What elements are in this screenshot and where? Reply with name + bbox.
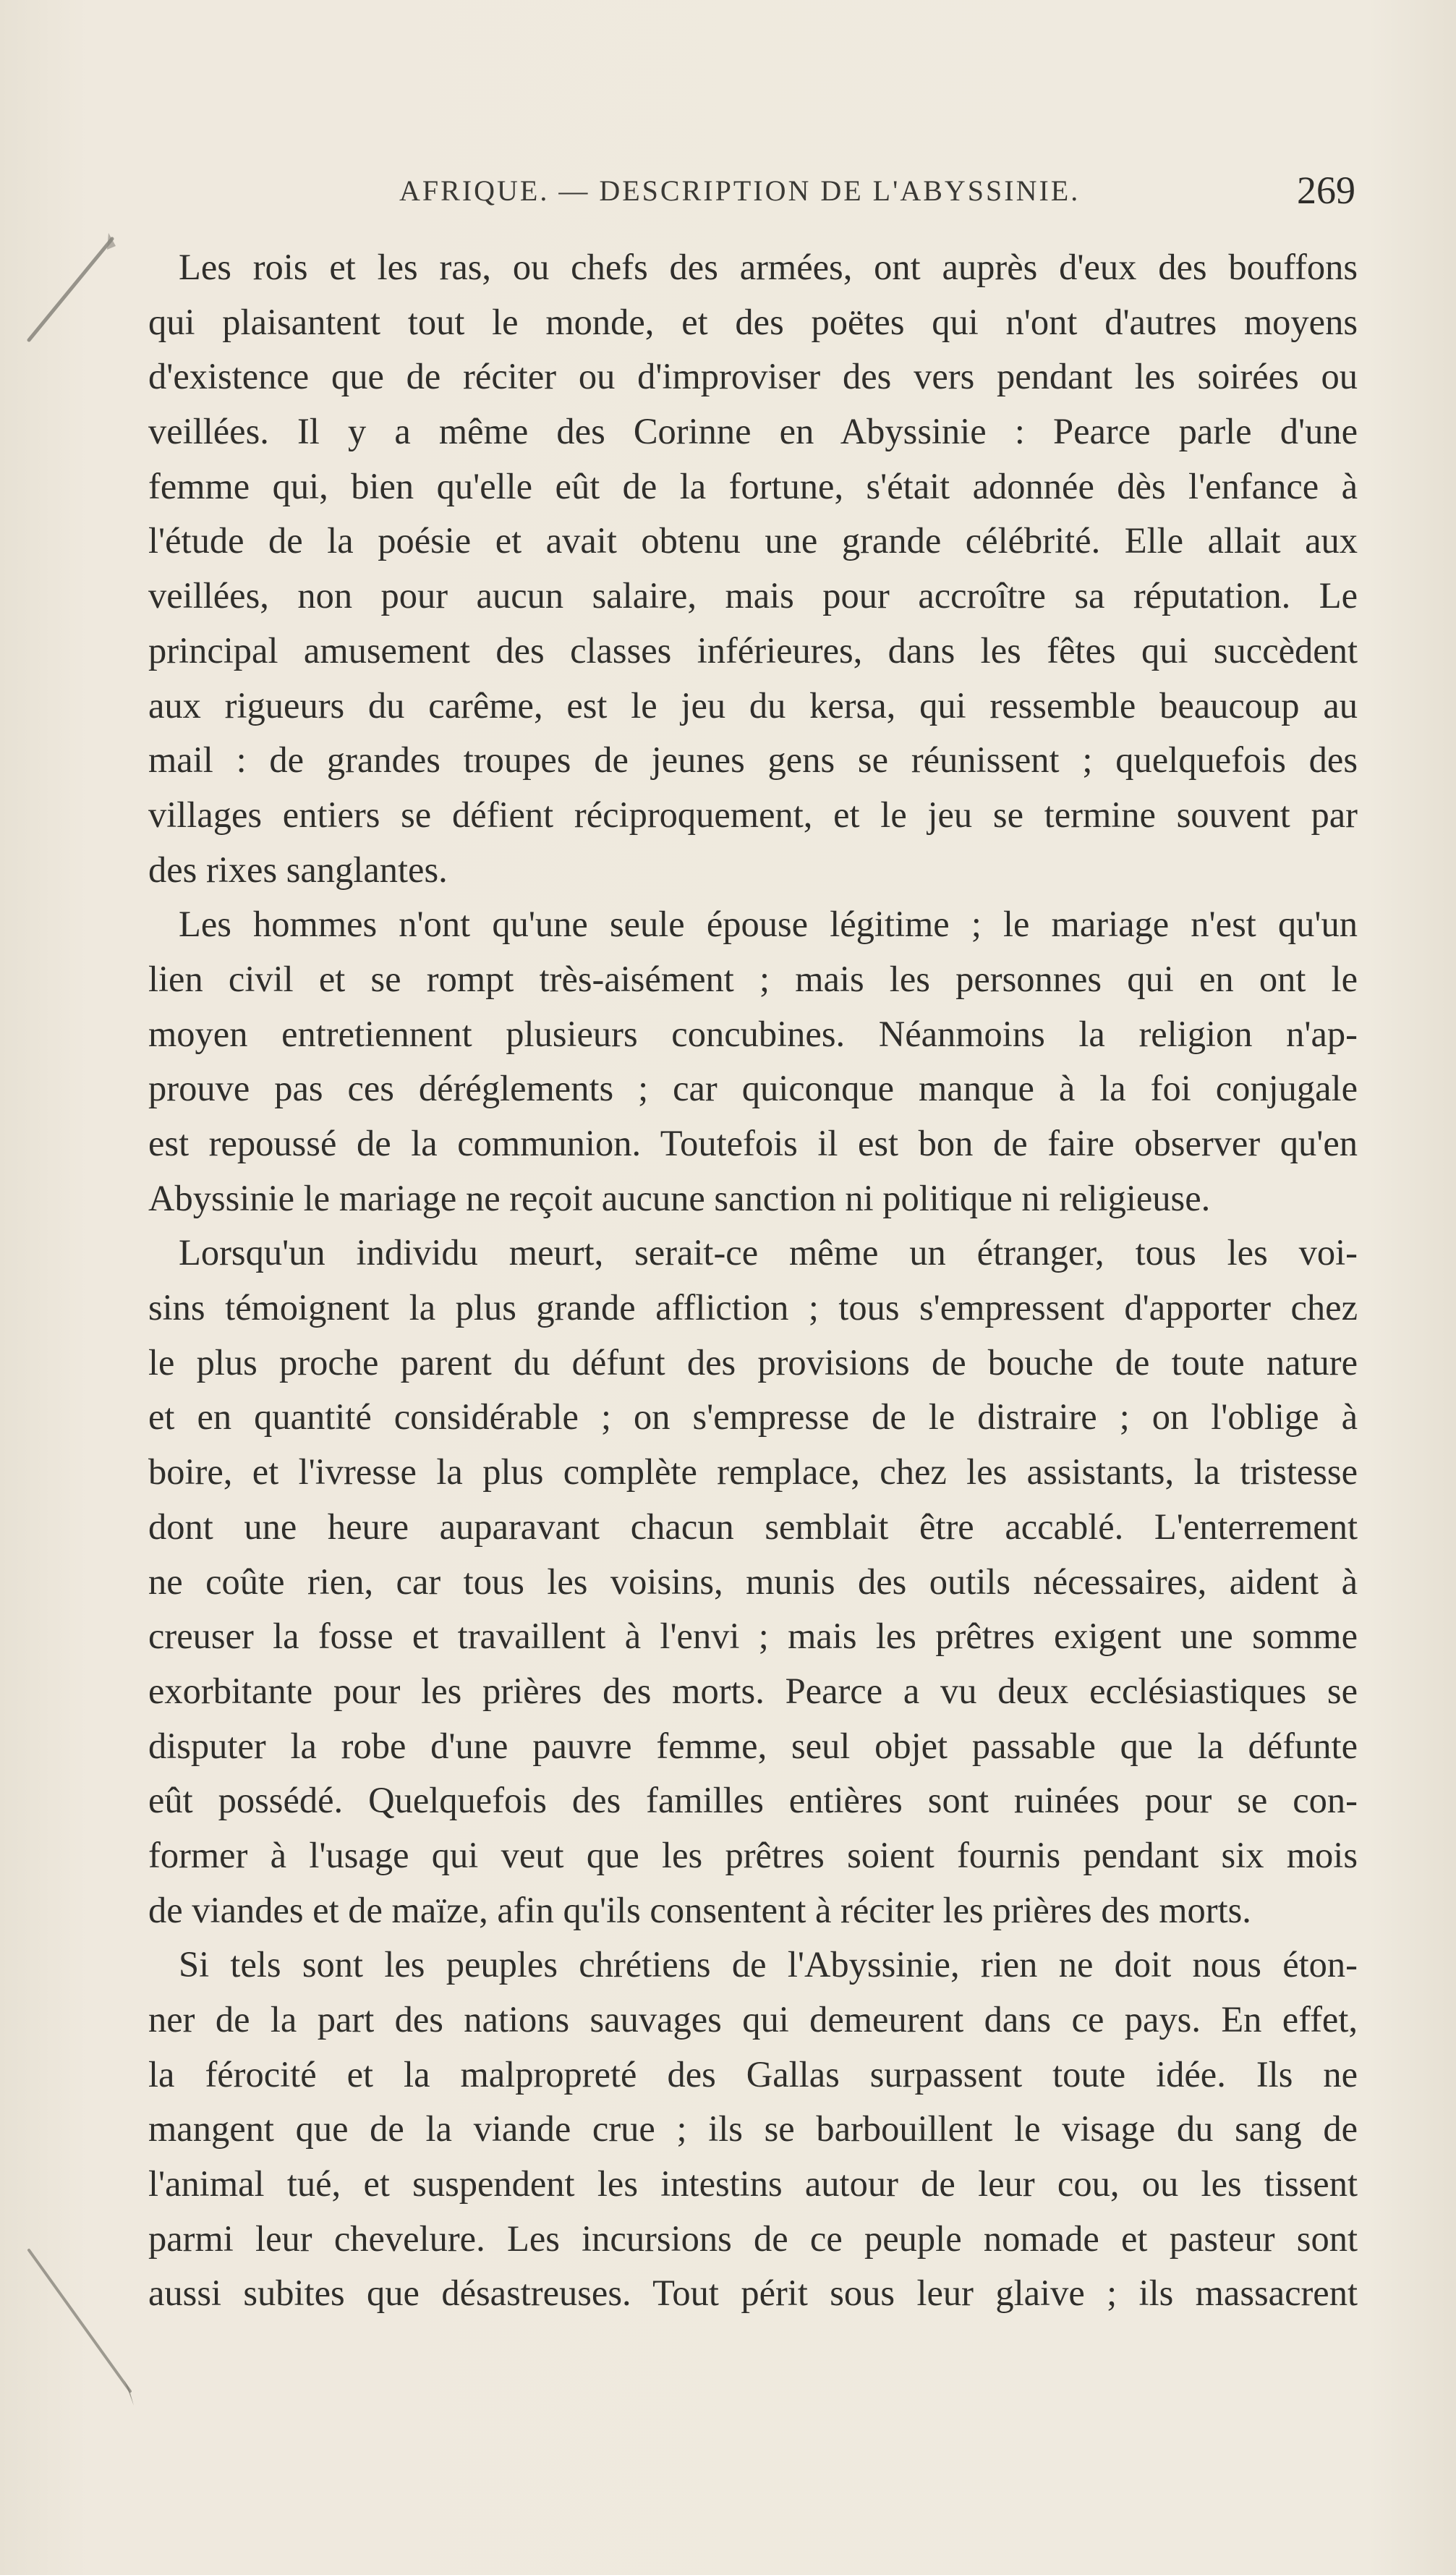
text-line: ne coûte rien, car tous les voisins, munis des outils nécessaires, aident à [148, 1561, 1358, 1602]
text-line: l'animal tué, et suspendent les intestins autour de leur cou, ou les tissent [148, 2163, 1358, 2205]
text-line: mail : de grandes troupes de jeunes gens se réunissent ; quelquefois des [148, 739, 1358, 781]
text-line: prouve pas ces déréglements ; car quiconque manque à la foi conjugale [148, 1068, 1358, 1109]
pencil-stroke-bottom [29, 2250, 130, 2391]
text-line: des rixes sanglantes. [148, 849, 448, 890]
body-text [148, 240, 1358, 2321]
text-line: est repoussé de la communion. Toutefois il est bon de faire observer qu'en [148, 1123, 1358, 1163]
text-line: le plus proche parent du défunt des provisions de bouche de toute nature [148, 1341, 1358, 1383]
text-line: disputer la robe d'une pauvre femme, seul objet passable que la défunte [148, 1725, 1358, 1766]
text-line: Lorsqu'un individu meurt, serait-ce même un étranger, tous les voi- [179, 1232, 1358, 1273]
text-line: boire, et l'ivresse la plus complète remplace, chez les assistants, la tristesse [148, 1451, 1358, 1493]
text-line: ner de la part des nations sauvages qui demeurent dans ce pays. En effet, [148, 1999, 1358, 2040]
paragraph [148, 1938, 1358, 2321]
pencil-stroke-top-tip [107, 233, 116, 250]
text-line: veillées, non pour aucun salaire, mais pour accroître sa réputation. Le [148, 575, 1358, 616]
paragraph [148, 1226, 1358, 1938]
text-line: dont une heure auparavant chacun semblait être accablé. L'enterrement [148, 1506, 1358, 1547]
text-line: aussi subites que désastreuses. Tout périt sous leur glaive ; ils massacrent [148, 2273, 1358, 2314]
page-number: 269 [1297, 169, 1355, 212]
text-line: sins témoignent la plus grande affliction ; tous s'empressent d'apporter chez [148, 1287, 1358, 1328]
text-line: veillées. Il y a même des Corinne en Abyssinie : Pearce parle d'une [148, 411, 1358, 452]
text-line: Les rois et les ras, ou chefs des armées, ont auprès d'eux des bouffons [179, 247, 1358, 287]
pencil-stroke-bottom-tip [124, 2380, 134, 2406]
running-title: AFRIQUE. — DESCRIPTION DE L'ABYSSINIE. [399, 174, 1081, 207]
page-header [145, 168, 1360, 219]
text-line: Les hommes n'ont qu'une seule épouse légitime ; le mariage n'est qu'un [179, 904, 1358, 945]
text-line: villages entiers se défient réciproquement, et le jeu se termine souvent par [148, 794, 1358, 835]
text-line: l'étude de la poésie et avait obtenu une grande célébrité. Elle allait aux [148, 520, 1358, 561]
paragraph [148, 897, 1358, 1226]
text-line: moyen entretiennent plusieurs concubines. Néanmoins la religion n'ap- [148, 1013, 1358, 1054]
text-line: creuser la fosse et travaillent à l'envi ; mais les prêtres exigent une somme [148, 1616, 1358, 1657]
text-line: eût possédé. Quelquefois des familles entières sont ruinées pour se con- [148, 1780, 1358, 1821]
text-line: lien civil et se rompt très-aisément ; mais les personnes qui en ont le [148, 958, 1358, 999]
pencil-stroke-top [29, 239, 112, 340]
text-line: qui plaisantent tout le monde, et des poëtes qui n'ont d'autres moyens [148, 301, 1358, 342]
text-line: former à l'usage qui veut que les prêtres soient fournis pendant six mois [148, 1834, 1358, 1875]
text-line: aux rigueurs du carême, est le jeu du kersa, qui ressemble beaucoup au [148, 684, 1358, 726]
text-line: Abyssinie le mariage ne reçoit aucune sanction ni politique ni religieuse. [148, 1177, 1211, 1218]
text-line: femme qui, bien qu'elle eût de la fortune, s'était adonnée dès l'enfance à [148, 465, 1358, 506]
text-line: mangent que de la viande crue ; ils se barbouillent le visage du sang de [148, 2108, 1358, 2150]
text-line: parmi leur chevelure. Les incursions de ce peuple nomade et pasteur sont [148, 2218, 1358, 2259]
text-line: et en quantité considérable ; on s'empresse de le distraire ; on l'oblige à [148, 1396, 1358, 1438]
text-line: principal amusement des classes inférieures, dans les fêtes qui succèdent [148, 629, 1358, 671]
text-line: la férocité et la malpropreté des Gallas surpassent toute idée. Ils ne [148, 2053, 1358, 2095]
text-line: exorbitante pour les prières des morts. Pearce a vu deux ecclésiastiques se [148, 1670, 1358, 1711]
text-line: Si tels sont les peuples chrétiens de l'Abyssinie, rien ne doit nous éton- [179, 1944, 1358, 1985]
text-line: de viandes et de maïze, afin qu'ils consentent à réciter les prières des morts. [148, 1889, 1251, 1930]
text-line: d'existence que de réciter ou d'improviser des vers pendant les soirées ou [148, 356, 1358, 397]
paragraph [148, 240, 1358, 897]
